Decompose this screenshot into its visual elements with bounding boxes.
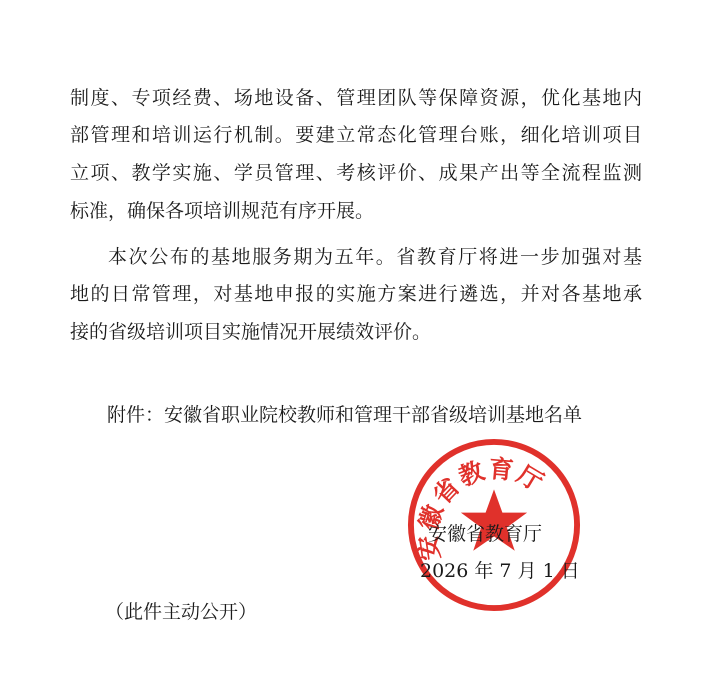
seal-text: 安徽省教育厅 [412,453,550,563]
public-disclosure-note: （此件主动公开） [105,601,258,623]
body-line: 地的日常管理，对基地申报的实施方案进行遴选，并对各基地承 [70,283,642,305]
body-line: 接的省级培训项目实施情况开展绩效评价。 [70,321,432,343]
issuer-name: 安徽省教育厅 [428,523,543,545]
issue-date: 2026 年 7 月 1 日 [420,560,580,582]
body-line: 部管理和培训运行机制。要建立常态化管理台账，细化培训项目 [70,124,642,146]
body-line: 标准，确保各项培训规范有序开展。 [70,200,375,222]
attachment-line: 附件：安徽省职业院校教师和管理干部省级培训基地名单 [107,404,583,426]
body-line: 本次公布的基地服务期为五年。省教育厅将进一步加强对基 [108,246,642,268]
body-line: 立项、教学实施、学员管理、考核评价、成果产出等全流程监测 [70,162,642,184]
body-line: 制度、专项经费、场地设备、管理团队等保障资源，优化基地内 [70,87,642,109]
